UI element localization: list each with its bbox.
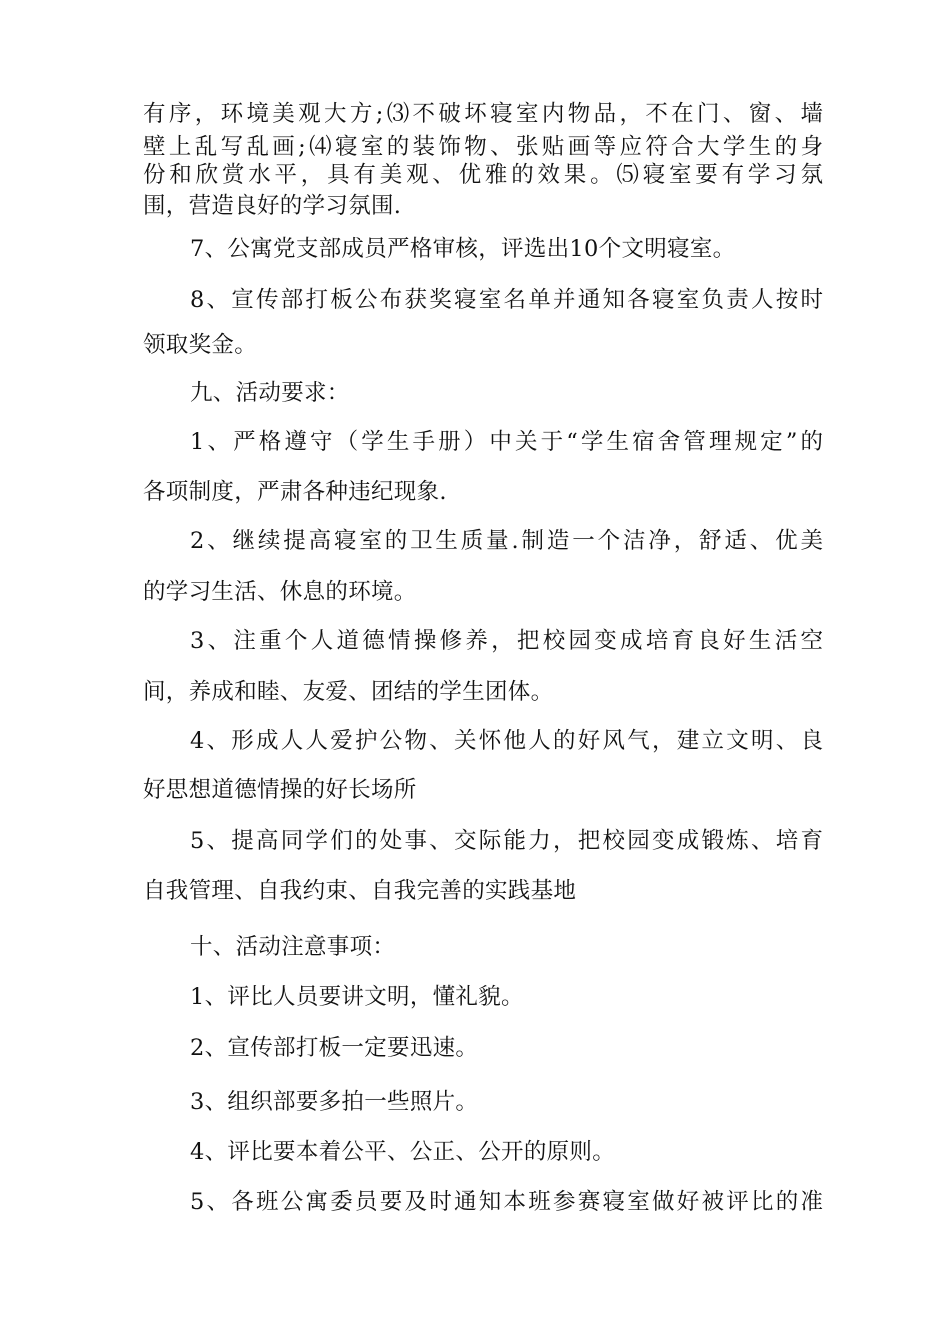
paragraph-continuation xyxy=(143,101,823,127)
paragraph-first-line xyxy=(190,429,823,455)
text-line: 3、组织部要多拍一些照片。 xyxy=(190,1089,479,1115)
paragraph-first-line xyxy=(190,828,823,854)
text-line: 2、继续提高寝室的卫生质量.制造一个洁净，舒适、优美 xyxy=(190,528,823,554)
text-line: 围，营造良好的学习氛围. xyxy=(143,193,402,219)
text-line: 份和欣赏水平，具有美观、优雅的效果。⑸寝室要有学习氛 xyxy=(143,162,823,188)
text-line: 3、注重个人道德情操修养，把校园变成培育良好生活空 xyxy=(190,628,823,654)
text-line: 8、宣传部打板公布获奖寝室名单并通知各寝室负责人按时 xyxy=(190,287,823,313)
text-line: 自我管理、自我约束、自我完善的实践基地 xyxy=(143,878,577,904)
paragraph-first-line xyxy=(190,1189,823,1215)
text-line: 好思想道德情操的好长场所 xyxy=(143,777,417,803)
text-line: 5、提高同学们的处事、交际能力，把校园变成锻炼、培育 xyxy=(190,828,823,854)
paragraph-first-line xyxy=(190,728,823,754)
text-line: 各项制度，严肃各种违纪现象. xyxy=(143,479,447,505)
section-heading: 十、活动注意事项： xyxy=(190,934,396,960)
text-line: 领取奖金。 xyxy=(143,332,258,358)
text-line: 5、各班公寓委员要及时通知本班参赛寝室做好被评比的准 xyxy=(190,1189,823,1215)
text-line: 2、宣传部打板一定要迅速。 xyxy=(190,1035,479,1061)
paragraph-continuation xyxy=(143,162,823,188)
text-line: 4、形成人人爱护公物、关怀他人的好风气，建立文明、良 xyxy=(190,728,823,754)
paragraph-first-line xyxy=(190,628,823,654)
text-line: 1、评比人员要讲文明，懂礼貌。 xyxy=(190,984,524,1010)
text-line: 1、严格遵守（学生手册）中关于“学生宿舍管理规定”的 xyxy=(190,429,823,455)
text-line: 间，养成和睦、友爱、团结的学生团体。 xyxy=(143,679,554,705)
text-line: 壁上乱写乱画;⑷寝室的装饰物、张贴画等应符合大学生的身 xyxy=(143,134,823,160)
text-line: 7、公寓党支部成员严格审核，评选出10个文明寝室。 xyxy=(190,236,736,262)
text-line: 4、评比要本着公平、公正、公开的原则。 xyxy=(190,1139,616,1165)
paragraph-continuation xyxy=(143,134,823,160)
text-line: 的学习生活、休息的环境。 xyxy=(143,579,417,605)
paragraph-first-line xyxy=(190,287,823,313)
text-line: 有序，环境美观大方;⑶不破坏寝室内物品，不在门、窗、墙 xyxy=(143,101,823,127)
section-heading: 九、活动要求： xyxy=(190,380,350,406)
paragraph-first-line xyxy=(190,528,823,554)
